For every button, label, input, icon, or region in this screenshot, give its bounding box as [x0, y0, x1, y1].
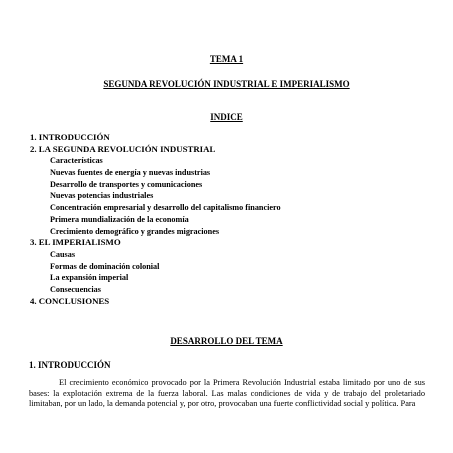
table-of-contents: [30, 132, 281, 307]
toc-subsection-item: Nuevas fuentes de energía y nuevas industrias: [50, 168, 211, 178]
toc-subsection-item: Crecimiento demográfico y grandes migraciones: [50, 226, 220, 236]
toc-section-item: 4. CONCLUSIONES: [30, 295, 110, 306]
development-heading: DESARROLLO DEL TEMA: [170, 336, 283, 346]
toc-subsection-item: Desarrollo de transportes y comunicaciones: [50, 179, 203, 189]
toc-subsection-item: Consecuencias: [50, 284, 101, 294]
toc-subsection-item: Formas de dominación colonial: [50, 261, 160, 271]
toc-section-item: 1. INTRODUCCIÓN: [30, 132, 110, 142]
body-paragraph: El crecimiento económico provocado por la Primera Revolución Industrial estaba limitado por uno de sus bases: la explotación extrema de la fuerza laboral. Las malas condiciones de vida y de trabajo del proletariado limitaban, por un lado, la demanda potencial y, por otro, provocaban una fuerte conflictividad social y política. Para: [29, 378, 425, 409]
toc-section-item: 3. EL IMPERIALISMO: [30, 237, 121, 248]
index-heading: INDICE: [210, 112, 243, 122]
section-heading: 1. INTRODUCCIÓN: [29, 360, 111, 370]
document-title: SEGUNDA REVOLUCIÓN INDUSTRIAL E IMPERIALISMO: [103, 79, 350, 89]
toc-subsection-item: Causas: [50, 249, 76, 259]
toc-subsection-item: Características: [50, 156, 103, 166]
toc-subsection-item: La expansión imperial: [50, 273, 129, 283]
toc-subsection-item: Primera mundialización de la economía: [50, 214, 189, 224]
toc-subsection-item: Concentración empresarial y desarrollo del capitalismo financiero: [50, 203, 281, 213]
tema-label: TEMA 1: [209, 54, 244, 64]
toc-section-item: 2. LA SEGUNDA REVOLUCIÓN INDUSTRIAL: [30, 143, 216, 154]
toc-subsection-item: Nuevas potencias industriales: [50, 191, 154, 201]
